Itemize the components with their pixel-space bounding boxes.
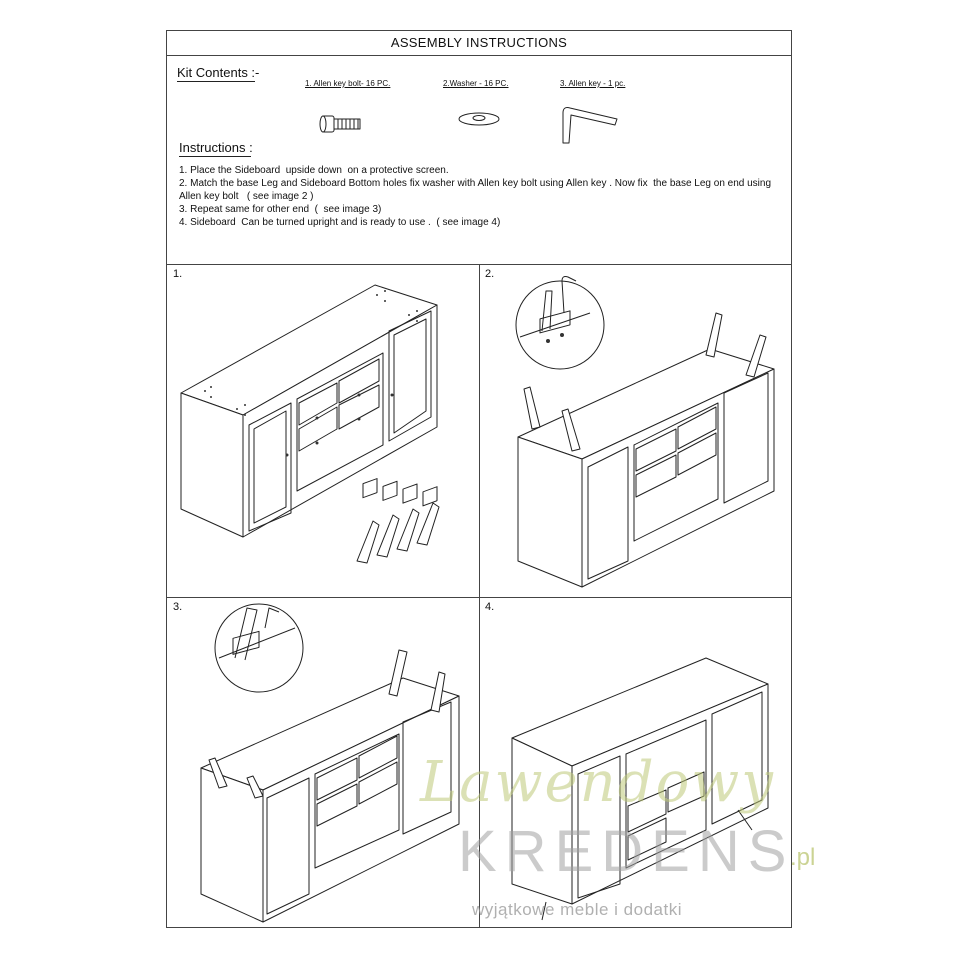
panel-2-illustration bbox=[480, 265, 792, 597]
watermark-tagline: wyjątkowe meble i dodatki bbox=[472, 900, 682, 919]
loose-legs bbox=[357, 479, 439, 563]
detail-zoom-circle bbox=[516, 277, 604, 370]
kit-heading-underline bbox=[177, 81, 255, 82]
panel-4-number: 4. bbox=[485, 601, 495, 613]
detail-zoom-circle bbox=[215, 604, 303, 692]
panel-3-number: 3. bbox=[173, 601, 183, 613]
step-2: 2. Match the base Leg and Sideboard Bottom holes fix washer with Allen key bolt using Allen key . Now fix the base Leg on end using Allen key bolt ( see image 2 ) bbox=[179, 178, 774, 202]
watermark-script: Lawendowy bbox=[420, 750, 775, 815]
step-3: 3. Repeat same for other end ( see image 3) bbox=[179, 204, 382, 215]
step-1: 1. Place the Sideboard upside down on a protective screen. bbox=[179, 165, 449, 176]
step-4: 4. Sideboard Can be turned upright and is ready to use . ( see image 4) bbox=[179, 217, 501, 228]
instructions-heading: Instructions : bbox=[179, 140, 253, 155]
panel-4-illustration bbox=[480, 598, 792, 928]
washer-icon bbox=[457, 111, 501, 127]
instruction-steps bbox=[179, 164, 779, 229]
bolt-icon bbox=[319, 113, 369, 135]
kit-item-key-label: 3. Allen key - 1 pc. bbox=[560, 79, 626, 88]
panel-2-number: 2. bbox=[485, 268, 495, 280]
sideboard-upside-down bbox=[181, 285, 437, 537]
panel-1-number: 1. bbox=[173, 268, 183, 280]
kit-contents-heading: Kit Contents :- bbox=[177, 65, 260, 80]
kit-item-washer-label: 2.Washer - 16 PC. bbox=[443, 79, 509, 88]
allen-key-icon bbox=[555, 103, 625, 147]
watermark-brand: KREDENS bbox=[458, 819, 795, 884]
watermark-tld: .pl bbox=[790, 844, 816, 871]
panel-3-illustration bbox=[167, 598, 479, 928]
kit-item-bolt-label: 1. Allen key bolt- 16 PC. bbox=[305, 79, 391, 88]
sideboard-upright bbox=[512, 658, 768, 920]
sideboard-with-legs bbox=[201, 650, 459, 922]
panel-1-illustration bbox=[167, 265, 479, 597]
document-title: ASSEMBLY INSTRUCTIONS bbox=[390, 35, 568, 50]
instruction-sheet bbox=[166, 30, 795, 928]
title-divider bbox=[167, 55, 791, 56]
instructions-heading-underline bbox=[179, 156, 251, 157]
